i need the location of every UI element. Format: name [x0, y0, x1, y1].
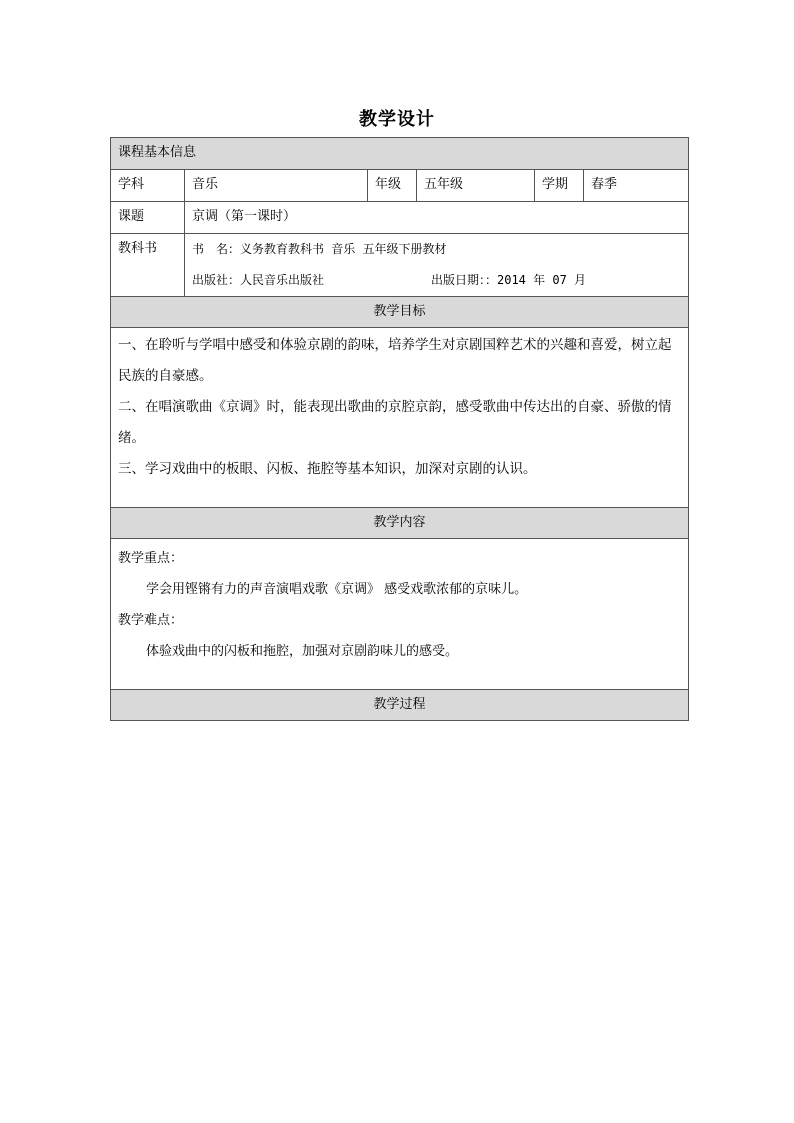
grade-label: 年级	[368, 170, 417, 202]
objective-item: 三、学习戏曲中的板眼、闪板、拖腔等基本知识，加深对京剧的认识。	[118, 461, 537, 477]
objective-item: 一、在聆听与学唱中感受和体验京剧的韵味，培养学生对京剧国粹艺术的兴趣和喜爱，树立起民族的自豪感。	[118, 337, 672, 384]
key-point-label: 教学重点：	[118, 551, 184, 566]
textbook-label: 教科书	[111, 234, 185, 297]
lesson-table	[110, 137, 689, 721]
process-header: 教学过程	[111, 690, 689, 721]
objective-item: 二、在唱演歌曲《京调》时，能表现出歌曲的京腔京韵，感受歌曲中传达出的自豪、骄傲的情绪。	[118, 399, 672, 446]
key-point-text: 学会用铿锵有力的声音演唱戏歌《京调》 感受戏歌浓郁的京味儿。	[146, 582, 528, 597]
term-label: 学期	[535, 170, 584, 202]
document-title: 教学设计	[359, 109, 435, 130]
content-header: 教学内容	[111, 508, 689, 539]
basic-info-header: 课程基本信息	[111, 138, 689, 170]
publisher: 出版社：人民音乐出版社	[192, 273, 325, 287]
grade-value: 五年级	[417, 170, 535, 202]
content-body	[111, 539, 689, 690]
subject-label: 学科	[111, 170, 185, 202]
textbook-info	[185, 234, 689, 297]
topic-value: 京调（第一课时）	[185, 202, 689, 234]
publish-date: 出版日期：：2014 年 07 月	[431, 273, 587, 287]
subject-value: 音乐	[185, 170, 368, 202]
difficulty-text: 体验戏曲中的闪板和拖腔，加强对京剧韵味儿的感受。	[146, 644, 459, 659]
topic-label: 课题	[111, 202, 185, 234]
book-publish-line	[185, 265, 688, 296]
objectives-body	[111, 328, 689, 508]
book-name: 书 名：义务教育教科书 音乐 五年级下册教材	[192, 242, 447, 256]
objectives-header: 教学目标	[111, 297, 689, 328]
difficulty-label: 教学难点：	[118, 613, 184, 628]
term-value: 春季	[584, 170, 689, 202]
